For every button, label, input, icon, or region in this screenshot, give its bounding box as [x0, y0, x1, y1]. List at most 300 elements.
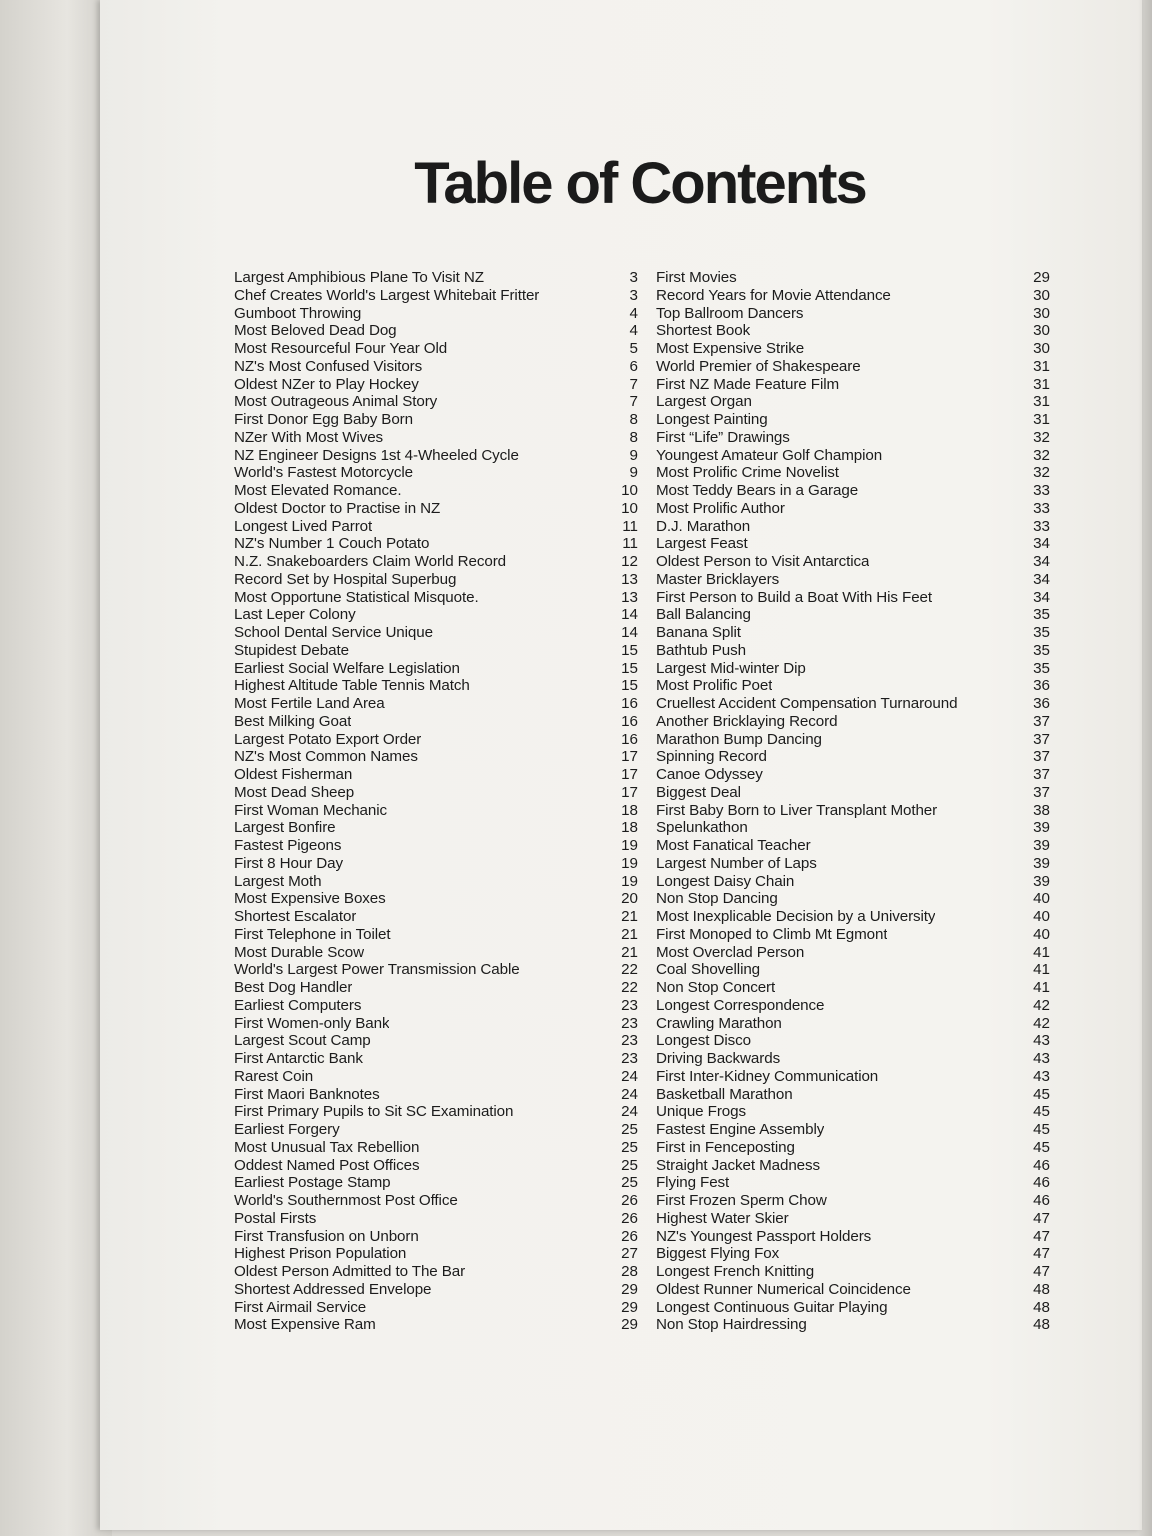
toc-entry — [234, 589, 638, 607]
toc-entry-title: Most Overclad Person — [656, 943, 805, 961]
toc-entry-page-number: 37 — [1033, 712, 1050, 730]
toc-entry — [656, 819, 1050, 837]
toc-entry-title: Most Durable Scow — [234, 943, 364, 961]
toc-entry-title: Most Prolific Crime Novelist — [656, 464, 839, 482]
toc-entry — [234, 411, 638, 429]
toc-entry-title: Bathtub Push — [656, 641, 746, 659]
toc-entry — [234, 1174, 638, 1192]
toc-entry-page-number: 25 — [621, 1121, 638, 1138]
toc-entry-title: Another Bricklaying Record — [656, 712, 838, 730]
toc-entry — [234, 287, 638, 305]
toc-entry-page-number: 17 — [621, 783, 638, 801]
toc-entry-title: First Telephone in Toilet — [234, 925, 391, 943]
toc-entry — [234, 1228, 638, 1246]
toc-entry-page-number: 30 — [1033, 322, 1050, 340]
toc-entry — [656, 305, 1050, 323]
toc-entry-page-number: 40 — [1033, 925, 1050, 943]
toc-entry-page-number: 4 — [629, 322, 638, 340]
toc-entry — [234, 979, 638, 997]
toc-entry-title: Oldest NZer to Play Hockey — [234, 375, 419, 393]
toc-entry-title: First Maori Banknotes — [234, 1085, 380, 1103]
toc-entry — [234, 447, 638, 465]
toc-entry-title: Shortest Book — [656, 322, 751, 340]
toc-entry — [656, 1139, 1050, 1157]
toc-entry-title: Largest Amphibious Plane To Visit NZ — [234, 269, 484, 286]
toc-entry-page-number: 17 — [621, 748, 638, 766]
toc-entry-title: Most Fanatical Teacher — [656, 837, 811, 854]
toc-entry — [234, 269, 638, 287]
toc-entry-title: Record Years for Movie Attendance — [656, 286, 891, 304]
toc-entry — [656, 1086, 1050, 1104]
toc-entry-page-number: 45 — [1033, 1121, 1050, 1138]
toc-entry-page-number: 32 — [1033, 428, 1050, 446]
toc-entry — [656, 1316, 1050, 1334]
toc-entry — [656, 890, 1050, 908]
toc-entry — [234, 784, 638, 802]
toc-entry — [656, 1245, 1050, 1263]
toc-entry — [234, 873, 638, 891]
toc-entry-title: Oldest Fisherman — [234, 766, 353, 783]
toc-entry-title: World's Fastest Motorcycle — [234, 464, 413, 482]
toc-entry — [656, 660, 1050, 678]
toc-entry — [234, 1068, 638, 1086]
toc-entry-title: Shortest Escalator — [234, 908, 357, 925]
toc-entry-page-number: 30 — [1033, 304, 1050, 322]
toc-entry-page-number: 7 — [629, 393, 638, 411]
toc-entry — [656, 269, 1050, 287]
toc-entry-title: Highest Water Skier — [656, 1209, 789, 1227]
toc-entry — [234, 322, 638, 340]
toc-entry — [234, 624, 638, 642]
toc-entry — [656, 358, 1050, 376]
toc-entry-page-number: 23 — [621, 996, 638, 1014]
toc-entry-title: Highest Altitude Table Tennis Match — [234, 677, 470, 695]
toc-entry-page-number: 30 — [1033, 286, 1050, 304]
toc-entry-page-number: 23 — [621, 1050, 638, 1067]
toc-entry — [234, 393, 638, 411]
toc-entry — [234, 482, 638, 500]
toc-entry-title: Most Outrageous Animal Story — [234, 393, 438, 411]
toc-entry-page-number: 15 — [621, 659, 638, 677]
toc-entry-title: Oldest Person Admitted to The Bar — [234, 1263, 466, 1280]
toc-entry-title: Biggest Deal — [656, 783, 741, 801]
toc-entry-title: Most Opportune Statistical Misquote. — [234, 588, 479, 606]
toc-entry-title: NZ's Youngest Passport Holders — [656, 1227, 872, 1245]
toc-entry-page-number: 31 — [1033, 411, 1050, 428]
toc-entry — [234, 677, 638, 695]
toc-entry — [234, 1192, 638, 1210]
toc-entry-page-number: 29 — [621, 1316, 638, 1334]
toc-entry-page-number: 36 — [1033, 677, 1050, 695]
toc-entry-title: First Antarctic Bank — [234, 1050, 363, 1067]
toc-entry-title: Most Dead Sheep — [234, 783, 355, 801]
toc-entry-page-number: 37 — [1033, 748, 1050, 766]
toc-entry-title: Last Leper Colony — [234, 606, 356, 624]
toc-entry-page-number: 36 — [1033, 695, 1050, 712]
toc-entry — [656, 1263, 1050, 1281]
toc-entry-title: D.J. Marathon — [656, 517, 751, 535]
toc-entry — [656, 429, 1050, 447]
toc-entry-page-number: 47 — [1033, 1209, 1050, 1227]
toc-entry-title: Longest French Knitting — [656, 1263, 815, 1280]
toc-entry-title: World's Largest Power Transmission Cable — [234, 961, 520, 979]
toc-entry-page-number: 19 — [621, 872, 638, 890]
toc-entry-title: Most Unusual Tax Rebellion — [234, 1138, 420, 1156]
toc-entry-title: Flying Fest — [656, 1174, 730, 1192]
toc-entry-page-number: 43 — [1033, 1067, 1050, 1085]
toc-entry-title: Oddest Named Post Offices — [234, 1156, 420, 1174]
toc-entry — [656, 535, 1050, 553]
toc-entry-title: Oldest Doctor to Practise in NZ — [234, 499, 441, 517]
toc-entry-page-number: 27 — [621, 1245, 638, 1263]
toc-entry-title: Driving Backwards — [656, 1050, 781, 1067]
toc-entry — [234, 1316, 638, 1334]
toc-entry-page-number: 41 — [1033, 961, 1050, 979]
toc-entry-page-number: 9 — [629, 464, 638, 482]
toc-entry-page-number: 40 — [1033, 890, 1050, 908]
toc-entry-title: NZer With Most Wives — [234, 428, 384, 446]
toc-entry-title: Largest Number of Laps — [656, 854, 817, 872]
toc-entry-page-number: 11 — [622, 535, 638, 553]
toc-entry-title: Earliest Computers — [234, 996, 362, 1014]
toc-entry-title: Best Milking Goat — [234, 712, 352, 730]
toc-entry-title: Longest Daisy Chain — [656, 872, 795, 890]
toc-entry-title: School Dental Service Unique — [234, 624, 433, 641]
toc-entry — [656, 1281, 1050, 1299]
toc-entry — [656, 944, 1050, 962]
toc-entry-page-number: 34 — [1033, 570, 1050, 588]
toc-entry — [656, 1121, 1050, 1139]
toc-entry — [656, 411, 1050, 429]
toc-entry-title: Master Bricklayers — [656, 570, 780, 588]
toc-entry-page-number: 39 — [1033, 854, 1050, 872]
toc-entry-page-number: 25 — [621, 1174, 638, 1192]
toc-entry-page-number: 15 — [621, 677, 638, 695]
toc-entry — [234, 1139, 638, 1157]
toc-entry-title: Longest Disco — [656, 1032, 751, 1050]
toc-entry-title: Most Expensive Ram — [234, 1316, 376, 1334]
toc-entry — [656, 376, 1050, 394]
toc-entry-page-number: 39 — [1033, 872, 1050, 890]
toc-entry — [234, 535, 638, 553]
toc-entry-title: Longest Correspondence — [656, 996, 825, 1014]
toc-entry — [234, 429, 638, 447]
toc-entry-title: Postal Firsts — [234, 1209, 317, 1227]
toc-entry-title: Gumboot Throwing — [234, 304, 362, 322]
toc-entry-page-number: 32 — [1033, 446, 1050, 464]
toc-entry-title: Oldest Person to Visit Antarctica — [656, 553, 870, 570]
toc-entry — [656, 322, 1050, 340]
toc-entry-title: Basketball Marathon — [656, 1085, 793, 1103]
toc-entry-title: First “Life” Drawings — [656, 428, 790, 446]
toc-entry-page-number: 34 — [1033, 535, 1050, 553]
toc-entry — [234, 518, 638, 536]
toc-entry-page-number: 4 — [629, 304, 638, 322]
toc-entry-page-number: 39 — [1033, 837, 1050, 854]
facing-page — [0, 0, 112, 1536]
toc-entry — [234, 695, 638, 713]
toc-entry-title: Spelunkathon — [656, 819, 748, 837]
toc-entry — [656, 1068, 1050, 1086]
toc-entry-page-number: 23 — [621, 1014, 638, 1032]
toc-entry-title: First Women-only Bank — [234, 1014, 390, 1032]
toc-entry-title: Crawling Marathon — [656, 1014, 782, 1032]
toc-entry-page-number: 33 — [1033, 499, 1050, 517]
toc-entry-title: Shortest Addressed Envelope — [234, 1280, 432, 1298]
toc-entry — [234, 748, 638, 766]
toc-entry — [234, 802, 638, 820]
toc-entry-page-number: 41 — [1033, 943, 1050, 961]
toc-entry — [656, 1210, 1050, 1228]
toc-entry — [656, 589, 1050, 607]
toc-entry-page-number: 21 — [621, 908, 638, 925]
toc-entry — [234, 606, 638, 624]
toc-entry-page-number: 16 — [621, 730, 638, 748]
toc-entry-page-number: 42 — [1033, 996, 1050, 1014]
toc-entry-page-number: 33 — [1033, 517, 1050, 535]
toc-entry — [234, 464, 638, 482]
toc-entry-page-number: 37 — [1033, 730, 1050, 748]
toc-entry — [656, 624, 1050, 642]
toc-entry-page-number: 42 — [1033, 1014, 1050, 1032]
toc-entry — [234, 890, 638, 908]
toc-entry-page-number: 18 — [621, 819, 638, 837]
toc-entry-title: Most Prolific Poet — [656, 677, 773, 695]
toc-entry — [234, 642, 638, 660]
toc-entry — [656, 677, 1050, 695]
toc-entry — [234, 660, 638, 678]
toc-entry-page-number: 45 — [1033, 1103, 1050, 1121]
toc-entry-title: First in Fenceposting — [656, 1138, 795, 1156]
toc-entry-page-number: 47 — [1033, 1263, 1050, 1280]
toc-entry-page-number: 30 — [1033, 340, 1050, 357]
toc-entry — [234, 908, 638, 926]
toc-entry-title: First Baby Born to Liver Transplant Mother — [656, 801, 938, 819]
toc-entry — [656, 571, 1050, 589]
toc-entry-page-number: 24 — [621, 1103, 638, 1121]
toc-entry-title: Most Teddy Bears in a Garage — [656, 482, 859, 499]
toc-entry-title: Biggest Flying Fox — [656, 1245, 780, 1263]
toc-entry — [234, 731, 638, 749]
toc-entry-title: Largest Scout Camp — [234, 1032, 371, 1050]
toc-entry-page-number: 19 — [621, 854, 638, 872]
toc-entry-title: Most Expensive Boxes — [234, 890, 386, 908]
toc-entry-page-number: 46 — [1033, 1174, 1050, 1192]
toc-entry — [234, 1121, 638, 1139]
toc-entry-page-number: 13 — [621, 570, 638, 588]
toc-entry-title: First Primary Pupils to Sit SC Examination — [234, 1103, 514, 1121]
toc-entry-page-number: 45 — [1033, 1138, 1050, 1156]
toc-entry-title: Spinning Record — [656, 748, 767, 766]
toc-entry-page-number: 48 — [1033, 1298, 1050, 1316]
toc-entry-page-number: 33 — [1033, 482, 1050, 499]
toc-entry-title: Earliest Forgery — [234, 1121, 340, 1138]
toc-entry-page-number: 14 — [621, 606, 638, 624]
toc-entry — [234, 571, 638, 589]
toc-entry — [656, 606, 1050, 624]
toc-entry-title: Best Dog Handler — [234, 979, 353, 996]
toc-entry-page-number: 29 — [621, 1280, 638, 1298]
toc-entry-title: Youngest Amateur Golf Champion — [656, 446, 883, 464]
toc-entry — [234, 926, 638, 944]
toc-entry — [234, 819, 638, 837]
toc-entry-page-number: 26 — [621, 1192, 638, 1209]
toc-entry-page-number: 37 — [1033, 783, 1050, 801]
toc-entry-page-number: 13 — [621, 588, 638, 606]
toc-entry — [656, 287, 1050, 305]
toc-entry-title: Most Fertile Land Area — [234, 695, 385, 712]
toc-entry — [656, 1032, 1050, 1050]
toc-entry-page-number: 17 — [621, 766, 638, 783]
toc-entry-page-number: 29 — [621, 1298, 638, 1316]
toc-entry-title: Most Inexplicable Decision by a University — [656, 908, 936, 925]
toc-entry — [656, 447, 1050, 465]
toc-entry-title: First Person to Build a Boat With His Feet — [656, 588, 933, 606]
toc-entry-page-number: 10 — [621, 482, 638, 499]
toc-entry — [234, 997, 638, 1015]
toc-entry-page-number: 47 — [1033, 1245, 1050, 1263]
toc-entry-title: Non Stop Dancing — [656, 890, 778, 908]
toc-entry-page-number: 8 — [629, 411, 638, 428]
toc-entry — [234, 1032, 638, 1050]
toc-entry-page-number: 22 — [621, 979, 638, 996]
toc-entry-title: NZ's Number 1 Couch Potato — [234, 535, 430, 553]
toc-entry-page-number: 16 — [621, 695, 638, 712]
toc-entry-page-number: 48 — [1033, 1280, 1050, 1298]
toc-entry-page-number: 46 — [1033, 1156, 1050, 1174]
toc-entry-page-number: 25 — [621, 1156, 638, 1174]
toc-entry — [234, 553, 638, 571]
toc-entry-page-number: 14 — [621, 624, 638, 641]
toc-entry-page-number: 34 — [1033, 588, 1050, 606]
toc-entry-title: Oldest Runner Numerical Coincidence — [656, 1280, 911, 1298]
page-edge-shadow — [1138, 0, 1152, 1536]
toc-entry-title: World Premier of Shakespeare — [656, 357, 861, 375]
toc-entry-title: Marathon Bump Dancing — [656, 730, 822, 748]
toc-entry — [234, 837, 638, 855]
toc-entry — [234, 340, 638, 358]
toc-entry-page-number: 29 — [1033, 269, 1050, 286]
toc-entry-title: Fastest Pigeons — [234, 837, 342, 854]
toc-entry — [234, 1281, 638, 1299]
toc-entry-title: Chef Creates World's Largest Whitebait Fritter — [234, 286, 540, 304]
toc-entry — [656, 1192, 1050, 1210]
toc-entry-page-number: 26 — [621, 1209, 638, 1227]
toc-entry — [234, 961, 638, 979]
toc-entry-title: Unique Frogs — [656, 1103, 746, 1121]
toc-entry-title: Earliest Postage Stamp — [234, 1174, 391, 1192]
toc-entry — [234, 1210, 638, 1228]
toc-entry-title: Largest Feast — [656, 535, 748, 553]
toc-entry — [656, 1228, 1050, 1246]
toc-entry-page-number: 24 — [621, 1085, 638, 1103]
toc-entry-page-number: 21 — [621, 943, 638, 961]
toc-entry — [656, 340, 1050, 358]
toc-entry-title: NZ Engineer Designs 1st 4-Wheeled Cycle — [234, 446, 519, 464]
toc-entry-page-number: 20 — [621, 890, 638, 908]
toc-entry-title: Canoe Odyssey — [656, 766, 763, 783]
toc-entry — [234, 500, 638, 518]
toc-entry-title: Longest Painting — [656, 411, 768, 428]
toc-entry — [234, 376, 638, 394]
toc-entry — [656, 731, 1050, 749]
toc-entry — [656, 393, 1050, 411]
page-title: Table of Contents — [414, 151, 866, 216]
toc-entry-title: Fastest Engine Assembly — [656, 1121, 825, 1138]
toc-entry-page-number: 31 — [1033, 357, 1050, 375]
toc-entry-page-number: 35 — [1033, 624, 1050, 641]
toc-entry — [234, 305, 638, 323]
toc-entry-title: NZ's Most Confused Visitors — [234, 357, 423, 375]
toc-entry-page-number: 6 — [629, 357, 638, 375]
toc-entry-title: Non Stop Concert — [656, 979, 776, 996]
toc-entry — [656, 695, 1050, 713]
toc-entry-page-number: 47 — [1033, 1227, 1050, 1245]
toc-entry-title: Most Prolific Author — [656, 499, 785, 517]
toc-entry-page-number: 41 — [1033, 979, 1050, 996]
toc-entry — [234, 358, 638, 376]
toc-entry-page-number: 26 — [621, 1227, 638, 1245]
toc-entry-page-number: 12 — [621, 553, 638, 570]
toc-entry-title: First Inter-Kidney Communication — [656, 1067, 879, 1085]
toc-entry-title: Largest Mid-winter Dip — [656, 659, 806, 677]
toc-entry-page-number: 35 — [1033, 659, 1050, 677]
toc-entry-title: Longest Lived Parrot — [234, 517, 373, 535]
toc-entry — [234, 713, 638, 731]
toc-entry-title: First Transfusion on Unborn — [234, 1227, 419, 1245]
toc-entry-page-number: 28 — [621, 1263, 638, 1280]
toc-entry-page-number: 31 — [1033, 375, 1050, 393]
toc-entry-page-number: 5 — [629, 340, 638, 357]
toc-entry — [656, 500, 1050, 518]
toc-right-column — [656, 269, 1050, 1334]
toc-entry — [234, 855, 638, 873]
toc-entry-page-number: 7 — [629, 375, 638, 393]
toc-entry-page-number: 35 — [1033, 606, 1050, 624]
toc-entry-title: Straight Jacket Madness — [656, 1156, 820, 1174]
toc-entry-title: Longest Continuous Guitar Playing — [656, 1298, 888, 1316]
toc-entry-page-number: 3 — [629, 269, 638, 286]
toc-entry — [656, 979, 1050, 997]
toc-entry-title: Earliest Social Welfare Legislation — [234, 659, 460, 677]
toc-entry — [656, 1174, 1050, 1192]
toc-entry-page-number: 38 — [1033, 801, 1050, 819]
toc-entry-page-number: 31 — [1033, 393, 1050, 411]
toc-entry-page-number: 43 — [1033, 1032, 1050, 1050]
toc-entry-title: First Donor Egg Baby Born — [234, 411, 413, 428]
toc-entry-page-number: 8 — [629, 428, 638, 446]
toc-entry-title: First 8 Hour Day — [234, 854, 343, 872]
toc-entry-page-number: 46 — [1033, 1192, 1050, 1209]
toc-entry — [656, 1157, 1050, 1175]
toc-entry-title: Most Beloved Dead Dog — [234, 322, 397, 340]
toc-entry — [656, 908, 1050, 926]
toc-entry-page-number: 45 — [1033, 1085, 1050, 1103]
toc-entry-title: First NZ Made Feature Film — [656, 375, 840, 393]
toc-entry-page-number: 43 — [1033, 1050, 1050, 1067]
toc-entry-title: Banana Split — [656, 624, 741, 641]
toc-entry — [656, 997, 1050, 1015]
toc-entry — [656, 873, 1050, 891]
toc-entry — [656, 784, 1050, 802]
toc-entry — [234, 1050, 638, 1068]
toc-entry — [656, 553, 1050, 571]
toc-entry-page-number: 3 — [629, 286, 638, 304]
toc-entry-title: Rarest Coin — [234, 1067, 314, 1085]
toc-entry — [234, 1299, 638, 1317]
toc-entry-page-number: 16 — [621, 712, 638, 730]
toc-entry-title: First Airmail Service — [234, 1298, 367, 1316]
